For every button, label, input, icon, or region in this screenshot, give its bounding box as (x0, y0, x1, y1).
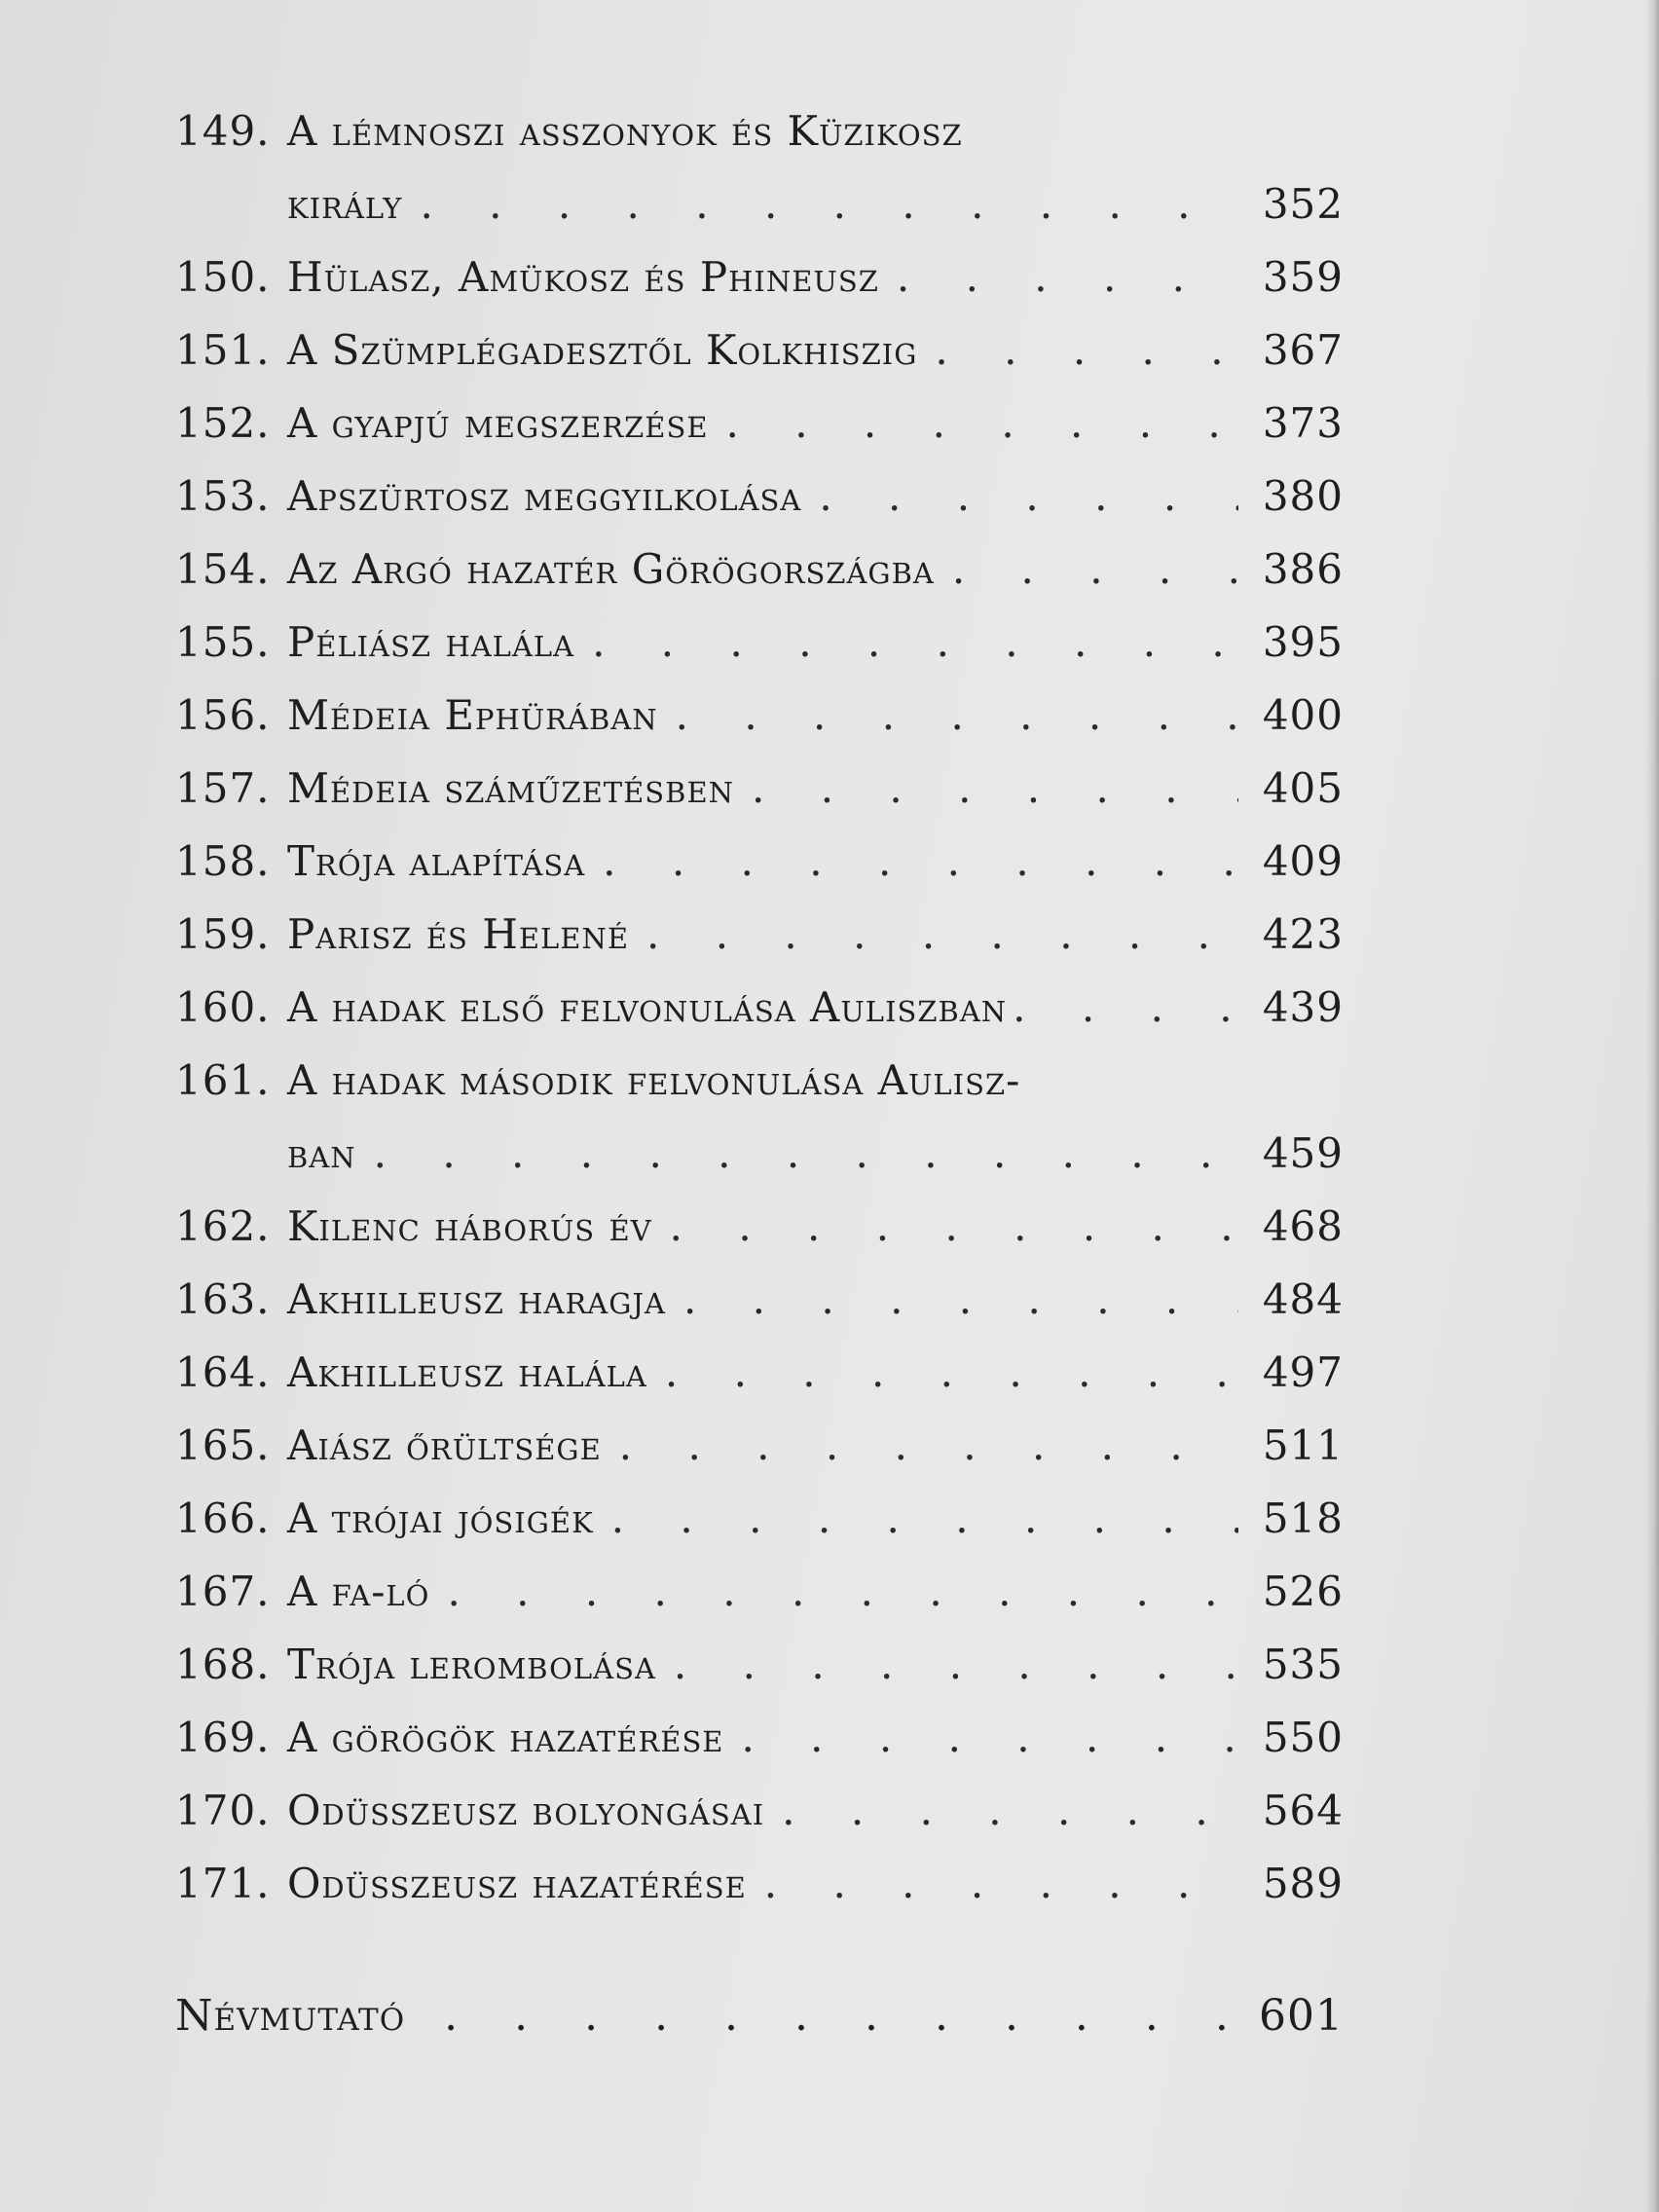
dot-leader (741, 1714, 1238, 1761)
entry-number: 156. (175, 691, 271, 739)
dot-leader (420, 180, 1238, 228)
entry-title: A hadak második felvonulása Aulisz- (287, 1056, 1021, 1104)
toc-entry-159[interactable] (175, 910, 1344, 983)
entry-title: Trója lerombolása (287, 1641, 656, 1688)
dot-leader (782, 1787, 1238, 1834)
dot-leader (764, 1860, 1238, 1907)
entry-number: 168. (175, 1641, 271, 1688)
toc-entry-171[interactable] (175, 1860, 1344, 1933)
dot-leader (670, 1202, 1238, 1250)
toc-entry-169[interactable] (175, 1714, 1344, 1787)
toc-entry-162[interactable] (175, 1202, 1344, 1275)
entry-title: Odüsszeusz hazatérése (287, 1860, 747, 1907)
entry-page-number: 564 (1262, 1787, 1344, 1834)
entry-page-number: 395 (1262, 618, 1344, 666)
page-edge-shadow (1645, 0, 1659, 2212)
entry-number: 150. (175, 253, 271, 301)
dot-leader (952, 545, 1238, 593)
entry-title: A trójai jósigék (287, 1494, 594, 1542)
entry-number: 157. (175, 764, 271, 812)
entry-number: 169. (175, 1714, 271, 1761)
dot-leader (611, 1494, 1238, 1542)
entry-page-number: 423 (1262, 910, 1344, 958)
entry-page-number: 359 (1262, 253, 1344, 301)
index-title: Névmutató (175, 1991, 406, 2041)
entry-page-number: 386 (1262, 545, 1344, 593)
entry-page-number: 511 (1262, 1421, 1344, 1469)
dot-leader (897, 253, 1238, 301)
entry-title: Aiász őrültsége (287, 1421, 602, 1469)
toc-entry-149[interactable] (175, 107, 1344, 180)
dot-leader (603, 837, 1238, 885)
toc-entry-name-index[interactable] (175, 1991, 1344, 2064)
dot-leader (447, 1567, 1238, 1615)
dot-leader (665, 1348, 1238, 1396)
entry-number: 153. (175, 472, 271, 520)
entry-number: 149. (175, 107, 271, 155)
entry-title: Médeia Ephürában (287, 691, 658, 739)
toc-entry-158[interactable] (175, 837, 1344, 910)
entry-title: A fa-ló (287, 1567, 430, 1615)
table-of-contents (175, 107, 1344, 2064)
dot-leader (1013, 983, 1250, 1031)
toc-entry-161[interactable] (175, 1056, 1344, 1129)
entry-page-number: 367 (1262, 326, 1344, 374)
entry-title: Parisz és Helené (287, 910, 630, 958)
entry-title: Trója alapítása (287, 837, 586, 885)
dot-leader (676, 691, 1238, 739)
entry-number: 167. (175, 1567, 271, 1615)
dot-leader (646, 910, 1238, 958)
entry-page-number: 550 (1262, 1714, 1344, 1761)
toc-entry-152[interactable] (175, 399, 1344, 472)
entry-page-number: 373 (1262, 399, 1344, 447)
dot-leader (819, 472, 1238, 520)
entry-page-number: 459 (1262, 1129, 1344, 1177)
entry-title: Kilenc háborús év (287, 1202, 652, 1250)
entry-number: 152. (175, 399, 271, 447)
toc-entry-165[interactable] (175, 1421, 1344, 1494)
entry-page-number: 400 (1262, 691, 1344, 739)
toc-entry-168[interactable] (175, 1641, 1344, 1714)
entry-number: 171. (175, 1860, 271, 1907)
dot-leader (935, 326, 1238, 374)
entry-number: 164. (175, 1348, 271, 1396)
toc-entry-160[interactable] (175, 983, 1344, 1056)
toc-entry-150[interactable] (175, 253, 1344, 326)
entry-number: 161. (175, 1056, 271, 1104)
entry-page-number: 352 (1262, 180, 1344, 228)
toc-entry-166[interactable] (175, 1494, 1344, 1567)
entry-title: Médeia száműzetésben (287, 764, 734, 812)
dot-leader (374, 1129, 1238, 1177)
entry-number: 151. (175, 326, 271, 374)
entry-page-number: 409 (1262, 837, 1344, 885)
entry-number: 160. (175, 983, 271, 1031)
toc-entry-164[interactable] (175, 1348, 1344, 1421)
entry-number: 166. (175, 1494, 271, 1542)
entry-title-continuation: király (287, 180, 403, 228)
toc-entry-149-continued[interactable] (175, 180, 1344, 253)
entry-title: A gyapjú megszerzése (287, 399, 709, 447)
entry-number: 158. (175, 837, 271, 885)
toc-entry-154[interactable] (175, 545, 1344, 618)
entry-page-number: 380 (1262, 472, 1344, 520)
entry-title: A hadak első felvonulása Auliszban (287, 983, 1008, 1031)
entry-title: Az Argó hazatér Görögországba (287, 545, 935, 593)
toc-entry-151[interactable] (175, 326, 1344, 399)
entry-number: 155. (175, 618, 271, 666)
entry-title: Akhilleusz halála (287, 1348, 647, 1396)
entry-page-number: 405 (1262, 764, 1344, 812)
entry-page-number: 526 (1262, 1567, 1344, 1615)
toc-entry-155[interactable] (175, 618, 1344, 691)
entry-page-number: 497 (1262, 1348, 1344, 1396)
entry-title: Odüsszeusz bolyongásai (287, 1787, 765, 1834)
entry-number: 159. (175, 910, 271, 958)
entry-page-number: 484 (1262, 1275, 1344, 1323)
toc-entry-156[interactable] (175, 691, 1344, 764)
entry-title: A görögök hazatérése (287, 1714, 724, 1761)
toc-entry-157[interactable] (175, 764, 1344, 837)
entry-title: Hülasz, Amükosz és Phineusz (287, 253, 879, 301)
entry-title-continuation: ban (287, 1129, 356, 1177)
entry-page-number: 468 (1262, 1202, 1344, 1250)
dot-leader (619, 1421, 1238, 1469)
entry-number: 154. (175, 545, 271, 593)
entry-title: Apszürtosz meggyilkolása (287, 472, 802, 520)
toc-entry-153[interactable] (175, 472, 1344, 545)
entry-title: A Szümplégadesztől Kolkhiszig (287, 326, 918, 374)
entry-number: 162. (175, 1202, 271, 1250)
entry-page-number: 518 (1262, 1494, 1344, 1542)
entry-number: 170. (175, 1787, 271, 1834)
entry-title: A lémnoszi asszonyok és Küzikosz (287, 107, 963, 155)
dot-leader (752, 764, 1238, 812)
toc-entry-161-continued[interactable] (175, 1129, 1344, 1202)
entry-title: Péliász halála (287, 618, 575, 666)
dot-leader (444, 1991, 1238, 2041)
entry-number: 165. (175, 1421, 271, 1469)
index-page-number: 601 (1259, 1991, 1344, 2041)
entry-title: Akhilleusz haragja (287, 1275, 666, 1323)
entry-page-number: 439 (1262, 983, 1344, 1031)
toc-entry-170[interactable] (175, 1787, 1344, 1860)
dot-leader (674, 1641, 1238, 1688)
toc-entry-167[interactable] (175, 1567, 1344, 1641)
toc-entry-163[interactable] (175, 1275, 1344, 1348)
entry-number: 163. (175, 1275, 271, 1323)
dot-leader (726, 399, 1238, 447)
dot-leader (592, 618, 1238, 666)
entry-page-number: 535 (1262, 1641, 1344, 1688)
entry-page-number: 589 (1262, 1860, 1344, 1907)
section-gap (175, 1933, 1344, 1991)
dot-leader (683, 1275, 1238, 1323)
